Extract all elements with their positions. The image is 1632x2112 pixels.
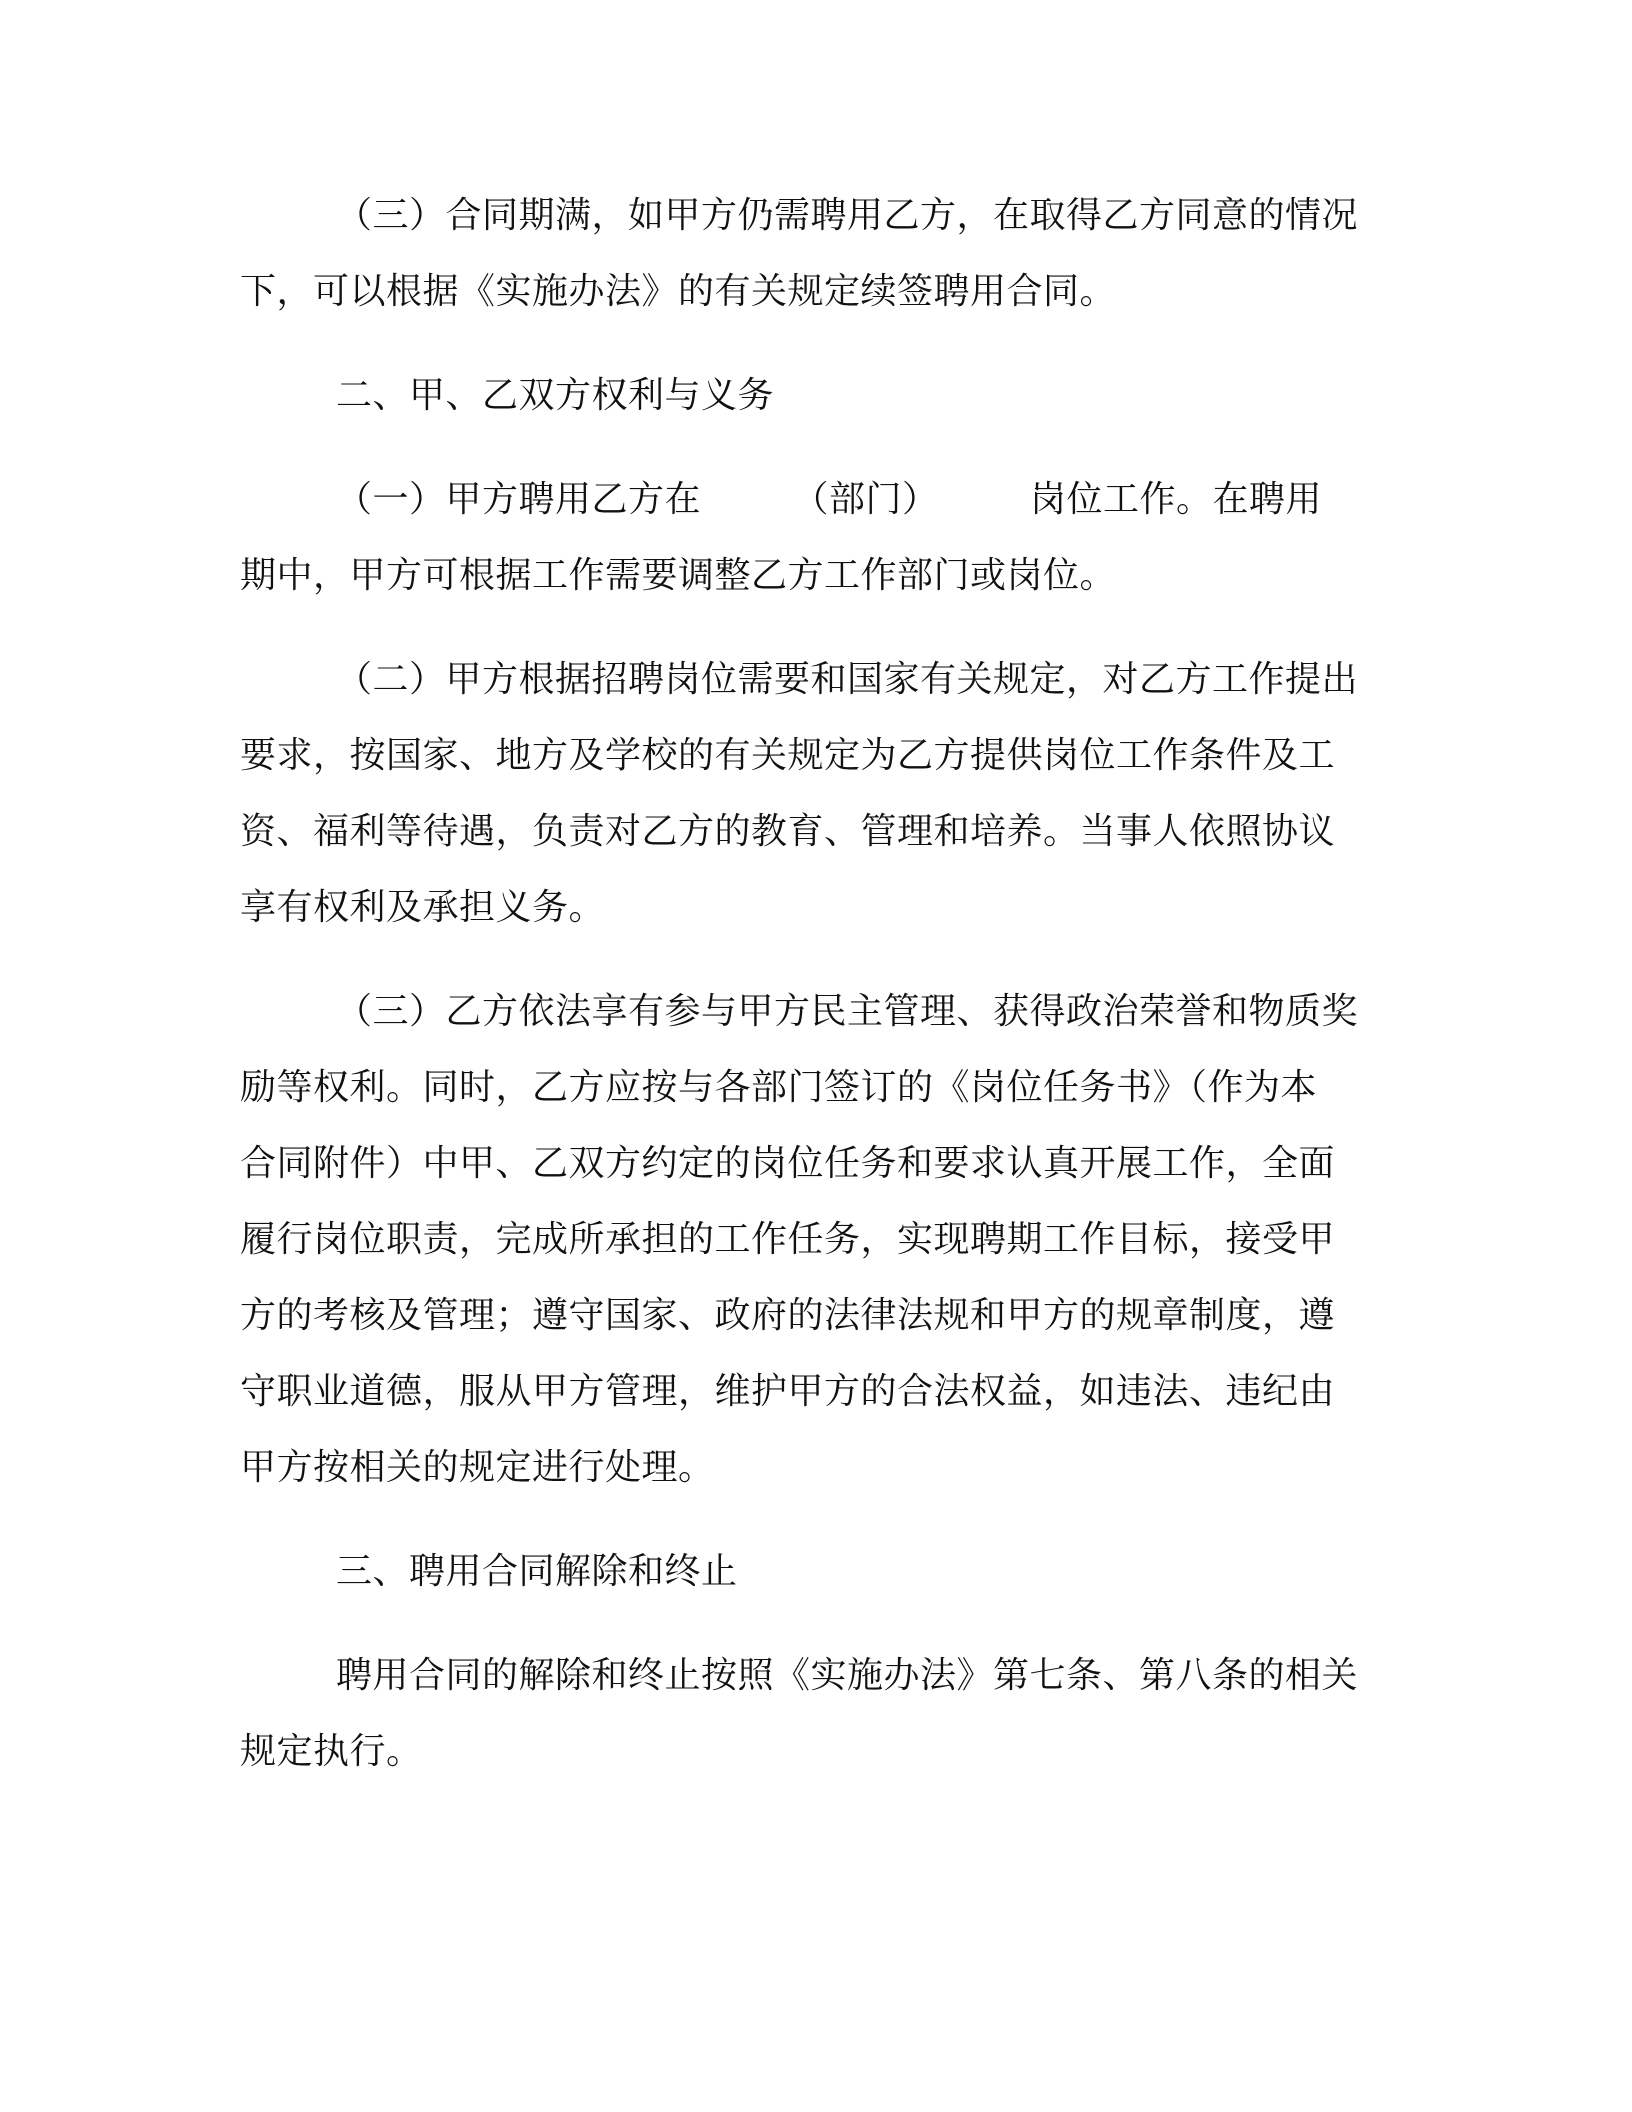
paragraph-line: 甲方按相关的规定进行处理。 xyxy=(240,1447,715,1488)
paragraph-line: 期中，甲方可根据工作需要调整乙方工作部门或岗位。 xyxy=(240,555,1117,596)
paragraph-line: 方的考核及管理；遵守国家、政府的法律法规和甲方的规章制度，遵 xyxy=(240,1295,1336,1336)
paragraph-line: 励等权利。同时，乙方应按与各部门签订的《岗位任务书》（作为本 xyxy=(240,1067,1318,1108)
paragraph-line: 享有权利及承担义务。 xyxy=(240,887,606,928)
paragraph-line: （二）甲方根据招聘岗位需要和国家有关规定，对乙方工作提出 xyxy=(336,659,1359,700)
paragraph-line: 要求，按国家、地方及学校的有关规定为乙方提供岗位工作条件及工 xyxy=(240,735,1336,776)
paragraph-line: 合同附件）中甲、乙双方约定的岗位任务和要求认真开展工作，全面 xyxy=(240,1143,1336,1184)
paragraph-line: 履行岗位职责，完成所承担的工作任务，实现聘期工作目标，接受甲 xyxy=(240,1219,1336,1260)
paragraph-line: （一）甲方聘用乙方在 （部门） 岗位工作。在聘用 xyxy=(336,479,1323,520)
paragraph-line: （三）乙方依法享有参与甲方民主管理、获得政治荣誉和物质奖 xyxy=(336,991,1359,1032)
paragraph-line: 聘用合同的解除和终止按照《实施办法》第七条、第八条的相关 xyxy=(336,1655,1359,1696)
paragraph-line: 规定执行。 xyxy=(240,1731,423,1772)
paragraph-line: 守职业道德，服从甲方管理，维护甲方的合法权益，如违法、违纪由 xyxy=(240,1371,1336,1412)
paragraph-line: （三）合同期满，如甲方仍需聘用乙方，在取得乙方同意的情况 xyxy=(336,195,1359,236)
section-heading: 三、聘用合同解除和终止 xyxy=(336,1551,738,1592)
paragraph-line: 资、福利等待遇，负责对乙方的教育、管理和培养。当事人依照协议 xyxy=(240,811,1336,852)
section-heading: 二、甲、乙双方权利与义务 xyxy=(336,375,775,416)
paragraph-line: 下，可以根据《实施办法》的有关规定续签聘用合同。 xyxy=(240,271,1117,312)
